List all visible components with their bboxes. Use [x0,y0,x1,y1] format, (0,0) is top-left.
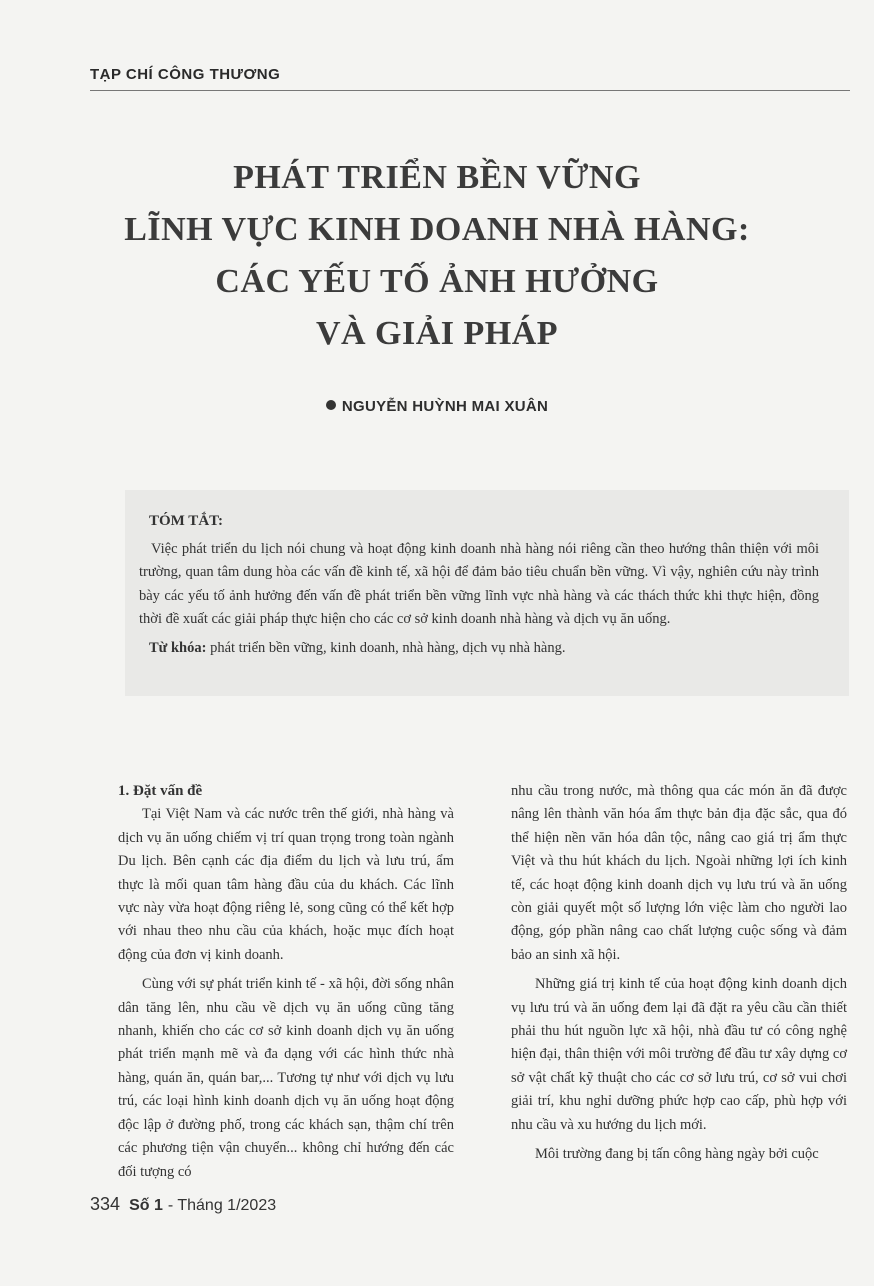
author-line [0,398,874,415]
body-paragraph: Cùng với sự phát triển kinh tế - xã hội, đời sống nhân dân tăng lên, nhu cầu về dịch vụ ăn uống cũng tăng nhanh, khiến cho các cơ sở kinh doanh dịch vụ ăn uống phát triển mạnh mẽ và đa dạng với các hình thức nhà hàng, quán ăn, quán bar,... Tương tự như với dịch vụ lưu trú, các loại hình kinh doanh dịch vụ ăn uống hoạt động độc lập ở đường phố, trong các khách sạn, thậm chí trên các phương tiện vận chuyển... không chỉ hướng đến các đối tượng có [118,976,454,1180]
issue-month: - Tháng 1/2023 [167,1197,277,1214]
abstract-text: Việc phát triển du lịch nói chung và hoạt động kinh doanh nhà hàng nói riêng cần theo hướng thân thiện với môi trường, quan tâm dung hòa các vấn đề kinh tế, xã hội để đảm bảo tiêu chuẩn bền vững. Vì vậy, nghiên cứu này trình bày các yếu tố ảnh hưởng đến vấn đề phát triển bền vững lĩnh vực nhà hàng và các thách thức khi thực hiện, đồng thời đề xuất các giải pháp thực hiện cho các cơ sở kinh doanh nhà hàng và dịch vụ ăn uống. [139,540,819,627]
abstract-content [139,510,819,660]
section-heading: 1. Đặt vấn đề [118,783,203,799]
issue-number: Số 1 [129,1197,163,1214]
body-paragraph: Những giá trị kinh tế của hoạt động kinh doanh dịch vụ lưu trú và ăn uống đem lại đã đặt ra yêu cầu cần thiết phải thu hút nguồn lực xã hội, nhà đầu tư có công nghệ hiện đại, thân thiện với môi trường để đầu tư xây dựng cơ sở vật chất kỹ thuật cho các cơ sở lưu trú, cơ sở vui chơi giải trí, khu nghỉ dưỡng phức hợp cao cấp, phù hợp với nhu cầu và xu hướng du lịch mới. [511,976,847,1133]
journal-name: TẠP CHÍ CÔNG THƯƠNG [90,66,281,83]
body-column-right [511,780,847,1173]
header-rule [90,90,850,91]
title-line: PHÁT TRIỂN BỀN VỮNG [233,159,641,196]
author-name: NGUYỄN HUỲNH MAI XUÂN [341,398,549,415]
body-paragraph-continued: nhu cầu trong nước, mà thông qua các món ăn đã được nâng lên thành văn hóa ẩm thực bản địa đặc sắc, qua đó thể hiện nền văn hóa dân tộc, nâng cao giá trị ẩm thực Việt và thu hút khách du lịch. Ngoài những lợi ích kinh tế, các hoạt động kinh doanh dịch vụ lưu trú và ăn uống còn giải quyết một số lượng lớn việc làm cho người lao động, góp phần nâng cao chất lượng cuộc sống và đảm bảo an sinh xã hội. [511,783,847,963]
abstract-box [125,490,849,696]
title-line: CÁC YẾU TỐ ẢNH HƯỞNG [215,263,659,300]
abstract-heading: TÓM TẮT: [149,513,224,529]
keywords [149,637,819,661]
title-line: VÀ GIẢI PHÁP [315,315,559,352]
body-paragraph: Tại Việt Nam và các nước trên thế giới, nhà hàng và dịch vụ ăn uống chiếm vị trí quan trọng trong toàn ngành Du lịch. Bên cạnh các địa điểm du lịch và lưu trú, ẩm thực là mối quan tâm hàng đầu của du khách. Các lĩnh vực này vừa hoạt động riêng lẻ, song cũng có thể kết hợp với nhau theo nhu cầu của khách, hoặc mục đích hoạt động của đơn vị kinh doanh. [118,806,454,963]
page-footer [90,1194,276,1215]
bullet-icon [326,400,336,410]
page-number: 334 [90,1194,121,1214]
title-line: LĨNH VỰC KINH DOANH NHÀ HÀNG: [124,211,750,248]
keywords-label: Từ khóa: [149,639,207,656]
keywords-text: phát triển bền vững, kinh doanh, nhà hàng, dịch vụ nhà hàng. [210,639,566,656]
body-paragraph: Môi trường đang bị tấn công hàng ngày bởi cuộc [535,1146,819,1163]
article-title [100,152,774,360]
body-column-left [118,780,454,1190]
